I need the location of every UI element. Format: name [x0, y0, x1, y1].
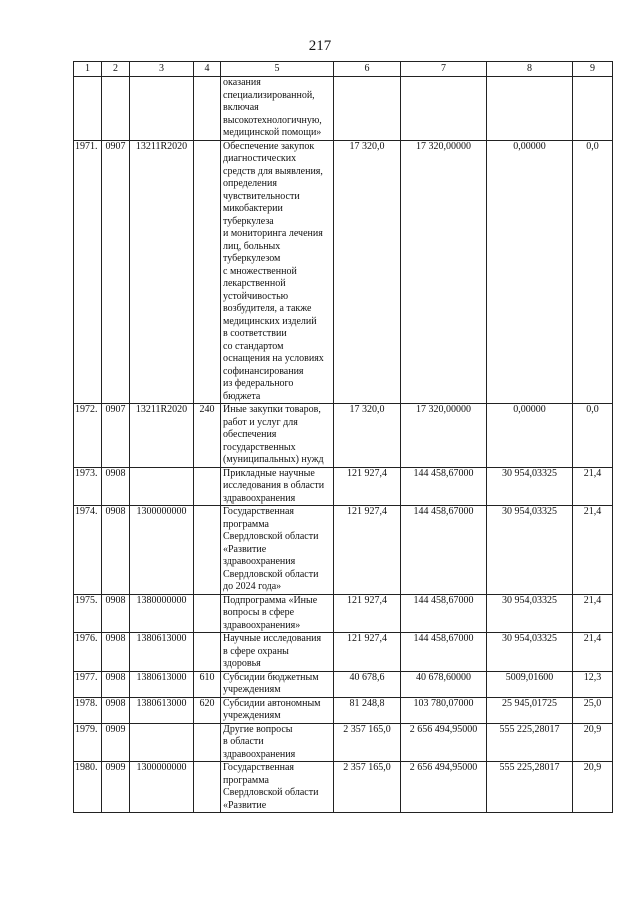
page-number: 217: [308, 38, 332, 54]
approved-amount-cell: 121 927,4: [334, 467, 401, 506]
row-number-cell: 1971.: [74, 140, 102, 404]
description-line: определения: [223, 178, 277, 189]
header-row: [74, 62, 613, 77]
table-row: [74, 697, 613, 723]
row-number-cell: 1979.: [74, 723, 102, 762]
target-code-cell: 13211R2020: [130, 140, 194, 404]
expense-type-cell: 610: [194, 671, 221, 697]
table-row: [74, 77, 613, 141]
target-code-cell: [130, 467, 194, 506]
row-number-cell: 1978.: [74, 697, 102, 723]
description-line: Государственная: [223, 506, 295, 517]
description-line: оказания: [223, 77, 261, 88]
table-row: [74, 762, 613, 813]
description-line: туберкулезом: [223, 253, 281, 264]
planned-amount-cell: 144 458,67000: [401, 594, 487, 633]
planned-amount-cell: 17 320,00000: [401, 140, 487, 404]
description-line: Подпрограмма «Иные: [223, 594, 318, 606]
description-line: учреждениям: [223, 710, 281, 721]
section-code-cell: 0907: [102, 404, 130, 468]
description-line: здравоохранения: [223, 492, 296, 504]
description-cell: [221, 594, 334, 633]
row-number-cell: [74, 77, 102, 141]
row-number-cell: 1977.: [74, 671, 102, 697]
expense-type-cell: [194, 140, 221, 404]
description-line: учреждениям: [223, 684, 281, 695]
column-header: 1: [74, 62, 102, 77]
description-line: Свердловской области: [223, 568, 319, 580]
description-line: со стандартом: [223, 340, 284, 352]
expense-type-cell: [194, 633, 221, 672]
description-line: до 2024 года»: [223, 581, 282, 592]
description-line: работ и услуг для: [223, 416, 298, 428]
description-cell: [221, 697, 334, 723]
approved-amount-cell: [334, 77, 401, 141]
section-code-cell: 0908: [102, 671, 130, 697]
description-line: возбудителя, а также: [223, 303, 312, 314]
expense-type-cell: 620: [194, 697, 221, 723]
planned-amount-cell: [401, 77, 487, 141]
description-line: высокотехнологичную,: [223, 114, 322, 126]
executed-amount-cell: 0,00000: [487, 404, 573, 468]
description-line: «Развитие: [223, 799, 267, 811]
approved-amount-cell: 2 357 165,0: [334, 762, 401, 813]
row-number-cell: 1973.: [74, 467, 102, 506]
column-header: 5: [221, 62, 334, 77]
description-cell: [221, 762, 334, 813]
description-line: программа: [223, 774, 269, 786]
executed-amount-cell: 30 954,03325: [487, 594, 573, 633]
section-code-cell: 0908: [102, 467, 130, 506]
description-cell: [221, 633, 334, 672]
description-line: Свердловской области: [223, 531, 319, 542]
target-code-cell: 1380613000: [130, 633, 194, 672]
description-line: средств для выявления,: [223, 165, 323, 177]
description-line: программа: [223, 518, 269, 530]
row-number-cell: 1974.: [74, 506, 102, 595]
table-row: [74, 633, 613, 672]
percent-cell: 12,3: [573, 671, 613, 697]
description-line: Государственная: [223, 762, 295, 773]
description-line: в области: [223, 736, 264, 747]
description-line: здравоохранения»: [223, 619, 301, 631]
description-line: лиц, больных: [223, 240, 281, 252]
target-code-cell: 1380000000: [130, 594, 194, 633]
planned-amount-cell: 144 458,67000: [401, 506, 487, 595]
approved-amount-cell: 121 927,4: [334, 594, 401, 633]
table-row: [74, 671, 613, 697]
percent-cell: 21,4: [573, 633, 613, 672]
column-header: 6: [334, 62, 401, 77]
percent-cell: 0,0: [573, 140, 613, 404]
planned-amount-cell: 103 780,07000: [401, 697, 487, 723]
executed-amount-cell: 555 225,28017: [487, 762, 573, 813]
executed-amount-cell: 30 954,03325: [487, 633, 573, 672]
expense-type-cell: [194, 77, 221, 141]
row-number-cell: 1972.: [74, 404, 102, 468]
section-code-cell: 0907: [102, 140, 130, 404]
description-cell: [221, 140, 334, 404]
table-row: [74, 506, 613, 595]
description-line: исследования в области: [223, 480, 325, 491]
budget-table: [73, 61, 613, 813]
description-line: диагностических: [223, 153, 297, 164]
table-row: [74, 594, 613, 633]
section-code-cell: 0908: [102, 633, 130, 672]
expense-type-cell: [194, 506, 221, 595]
column-header: 7: [401, 62, 487, 77]
description-line: устойчивостью: [223, 290, 289, 302]
description-line: чувствительности: [223, 190, 300, 202]
approved-amount-cell: 121 927,4: [334, 633, 401, 672]
percent-cell: 21,4: [573, 594, 613, 633]
description-line: вопросы в сфере: [223, 607, 295, 618]
description-line: из федерального: [223, 378, 294, 389]
description-line: бюджета: [223, 390, 261, 402]
expense-type-cell: [194, 762, 221, 813]
description-line: в соответствии: [223, 328, 287, 339]
percent-cell: [573, 77, 613, 141]
target-code-cell: [130, 723, 194, 762]
approved-amount-cell: 17 320,0: [334, 140, 401, 404]
percent-cell: 25,0: [573, 697, 613, 723]
description-line: Прикладные научные: [223, 467, 315, 479]
column-header: 3: [130, 62, 194, 77]
target-code-cell: 1380613000: [130, 671, 194, 697]
description-line: в сфере охраны: [223, 645, 289, 657]
description-cell: [221, 671, 334, 697]
executed-amount-cell: 555 225,28017: [487, 723, 573, 762]
target-code-cell: 13211R2020: [130, 404, 194, 468]
executed-amount-cell: 5009,01600: [487, 671, 573, 697]
description-cell: [221, 77, 334, 141]
section-code-cell: 0908: [102, 506, 130, 595]
description-line: здоровья: [223, 658, 261, 669]
description-line: с множественной: [223, 265, 297, 277]
planned-amount-cell: 40 678,60000: [401, 671, 487, 697]
approved-amount-cell: 81 248,8: [334, 697, 401, 723]
expense-type-cell: 240: [194, 404, 221, 468]
description-cell: [221, 723, 334, 762]
description-line: лекарственной: [223, 278, 286, 289]
executed-amount-cell: 25 945,01725: [487, 697, 573, 723]
table-row: [74, 140, 613, 404]
planned-amount-cell: 2 656 494,95000: [401, 723, 487, 762]
planned-amount-cell: 144 458,67000: [401, 633, 487, 672]
column-header: 9: [573, 62, 613, 77]
executed-amount-cell: [487, 77, 573, 141]
row-number-cell: 1980.: [74, 762, 102, 813]
description-line: софинансирования: [223, 365, 304, 377]
table-row: [74, 723, 613, 762]
description-line: специализированной,: [223, 89, 315, 101]
description-cell: [221, 467, 334, 506]
target-code-cell: 1300000000: [130, 762, 194, 813]
approved-amount-cell: 121 927,4: [334, 506, 401, 595]
description-line: Другие вопросы: [223, 723, 293, 735]
percent-cell: 0,0: [573, 404, 613, 468]
approved-amount-cell: 40 678,6: [334, 671, 401, 697]
executed-amount-cell: 0,00000: [487, 140, 573, 404]
expense-type-cell: [194, 594, 221, 633]
target-code-cell: [130, 77, 194, 141]
description-line: (муниципальных) нужд: [223, 454, 324, 465]
expense-type-cell: [194, 723, 221, 762]
section-code-cell: 0908: [102, 594, 130, 633]
percent-cell: 21,4: [573, 467, 613, 506]
description-line: микобактерии: [223, 203, 283, 214]
description-line: «Развитие: [223, 543, 267, 555]
table-row: [74, 467, 613, 506]
column-header: 4: [194, 62, 221, 77]
expense-type-cell: [194, 467, 221, 506]
row-number-cell: 1976.: [74, 633, 102, 672]
description-line: Научные исследования: [223, 633, 322, 644]
description-line: Свердловской области: [223, 787, 319, 798]
row-number-cell: 1975.: [74, 594, 102, 633]
description-line: включая: [223, 102, 259, 113]
description-line: Обеспечение закупок: [223, 140, 315, 152]
approved-amount-cell: 17 320,0: [334, 404, 401, 468]
percent-cell: 20,9: [573, 762, 613, 813]
description-line: медицинской помощи»: [223, 127, 322, 138]
description-line: и мониторинга лечения: [223, 228, 323, 239]
description-line: медицинских изделий: [223, 315, 317, 327]
section-code-cell: 0909: [102, 762, 130, 813]
description-line: Иные закупки товаров,: [223, 404, 321, 415]
description-line: Субсидии автономным: [223, 697, 321, 709]
executed-amount-cell: 30 954,03325: [487, 506, 573, 595]
approved-amount-cell: 2 357 165,0: [334, 723, 401, 762]
section-code-cell: 0908: [102, 697, 130, 723]
planned-amount-cell: 144 458,67000: [401, 467, 487, 506]
description-cell: [221, 404, 334, 468]
section-code-cell: [102, 77, 130, 141]
column-header: 8: [487, 62, 573, 77]
percent-cell: 20,9: [573, 723, 613, 762]
target-code-cell: 1380613000: [130, 697, 194, 723]
planned-amount-cell: 17 320,00000: [401, 404, 487, 468]
percent-cell: 21,4: [573, 506, 613, 595]
description-line: государственных: [223, 441, 296, 453]
description-cell: [221, 506, 334, 595]
description-line: оснащения на условиях: [223, 353, 324, 364]
target-code-cell: 1300000000: [130, 506, 194, 595]
executed-amount-cell: 30 954,03325: [487, 467, 573, 506]
description-line: Субсидии бюджетным: [223, 671, 319, 683]
table-row: [74, 404, 613, 468]
description-line: здравоохранения: [223, 556, 296, 567]
column-header: 2: [102, 62, 130, 77]
description-line: туберкулеза: [223, 215, 274, 227]
section-code-cell: 0909: [102, 723, 130, 762]
description-line: обеспечения: [223, 429, 277, 440]
planned-amount-cell: 2 656 494,95000: [401, 762, 487, 813]
description-line: здравоохранения: [223, 748, 296, 760]
